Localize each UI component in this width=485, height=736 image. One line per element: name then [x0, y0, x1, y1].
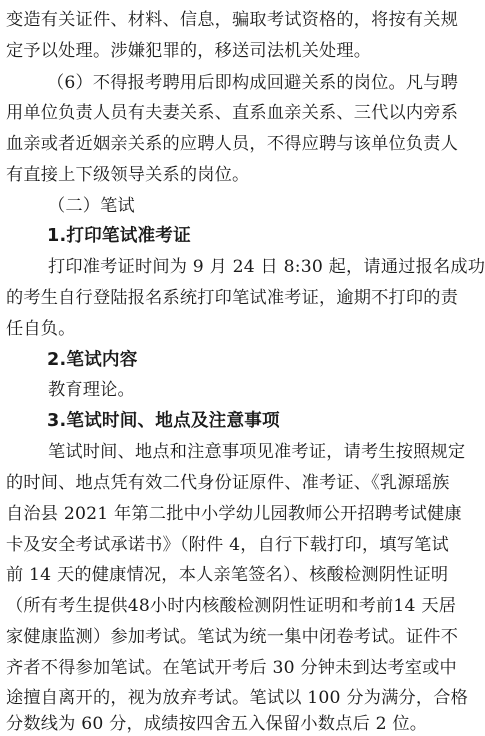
paragraph-line-21: 家健康监测）参加考试。笔试为统一集中闭卷考试。证件不: [6, 627, 459, 647]
section-heading-written-exam: （二）笔试: [48, 196, 135, 216]
paragraph-line-20: （所有考生提供48小时内核酸检测阴性证明和考前14 天居: [6, 596, 457, 616]
paragraph-line-4: 用单位负责人员有夫妻关系、直系血亲关系、三代以内旁系: [6, 103, 459, 123]
paragraph-line-3: （6）不得报考聘用后即构成回避关系的岗位。凡与聘: [47, 73, 459, 93]
paragraph-line-16: 的时间、地点凭有效二代身份证原件、准考证、《乳源瑶族: [6, 473, 450, 493]
paragraph-line-22: 齐者不得参加笔试。在笔试开考后 30 分钟未到达考室或中: [6, 658, 457, 678]
paragraph-line-5: 血亲或者近姻亲关系的应聘人员，不得应聘与该单位负责人: [6, 134, 459, 154]
paragraph-line-6: 有直接上下级领导关系的岗位。: [6, 165, 250, 185]
paragraph-line-11: 任自负。: [6, 319, 76, 339]
subheading-exam-content: 2.笔试内容: [47, 350, 138, 370]
paragraph-line-24-partial: 分数线为 60 分，成绩按四舍五入保留小数点后 2 位。: [6, 714, 428, 734]
paragraph-line-19: 前 14 天的健康情况，本人亲笔签名）、核酸检测阴性证明: [6, 565, 449, 585]
subheading-exam-time-location: 3.笔试时间、地点及注意事项: [47, 411, 280, 431]
paragraph-line-23: 途擅自离开的，视为放弃考试。笔试以 100 分为满分，合格: [6, 688, 469, 708]
paragraph-line-1: 变造有关证件、材料、信息，骗取考试资格的，将按有关规: [6, 10, 459, 30]
paragraph-line-17: 自治县 2021 年第二批中小学幼儿园教师公开招聘考试健康: [6, 504, 462, 524]
subheading-print-admission-ticket: 1.打印笔试准考证: [47, 226, 191, 246]
paragraph-line-9: 打印准考证时间为 9 月 24 日 8:30 起，请通过报名成功: [48, 257, 485, 277]
paragraph-line-10: 的考生自行登陆报名系统打印笔试准考证，逾期不打印的责: [6, 288, 459, 308]
paragraph-line-13: 教育理论。: [48, 380, 135, 400]
paragraph-line-18: 卡及安全考试承诺书》（附件 4，自行下载打印，填写笔试: [6, 535, 449, 555]
paragraph-line-15: 笔试时间、地点和注意事项见准考证，请考生按照规定: [48, 442, 466, 462]
paragraph-line-2: 定予以处理。涉嫌犯罪的，移送司法机关处理。: [6, 41, 372, 61]
